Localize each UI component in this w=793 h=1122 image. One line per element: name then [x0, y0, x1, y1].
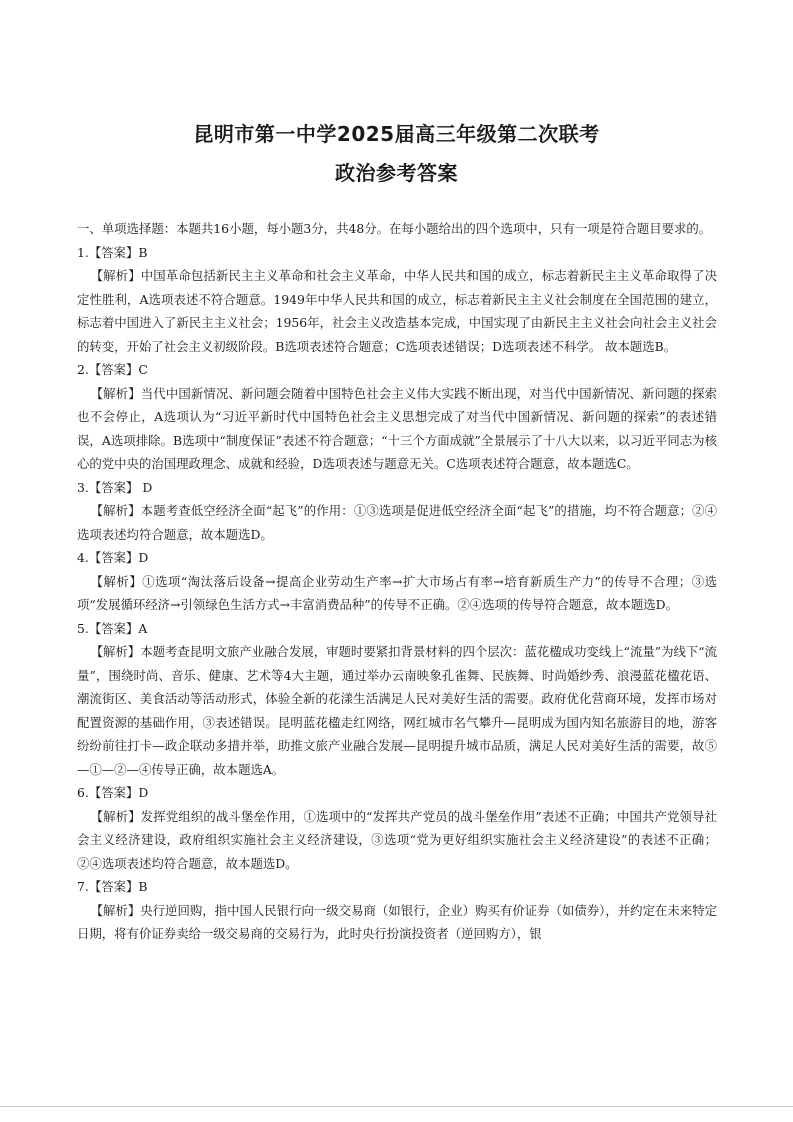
answer-line-2: 2.【答案】C: [77, 362, 148, 377]
answer-line-7: 7.【答案】B: [77, 879, 148, 894]
analysis-paragraph-3: 【解析】本题考查低空经济全面“起飞”的作用：①③选项是促进低空经济全面“起飞”的措施，均不符合题意；②④选项表述均符合题意，故本题选D。: [77, 503, 717, 542]
analysis-paragraph-4: 【解析】①选项“淘汰落后设备→提高企业劳动生产率→扩大市场占有率→培育新质生产力”的传导不合理；③选项“发展循环经济→引领绿色生活方式→丰富消费品种”的传导不正确。②④选项的传导符合题意，故本题选D。: [77, 573, 717, 612]
analysis-paragraph-1: 【解析】中国革命包括新民主主义革命和社会主义革命，中华人民共和国的成立，标志着新民主主义革命取得了决定性胜利，A选项表述不符合题意。1949年中华人民共和国的成立，标志着新民主主义社会制度在全国范围的建立，标志着中国进入了新民主主义社会；1956年，社会主义改造基本完成，中国实现了由新民主主义社会向社会主义社会的转变，开始了社会主义初级阶段。B选项表述符合题意；C选项表述错误；D选项表述不科学。 故本题选B。: [77, 268, 717, 354]
answer-line-5: 5.【答案】A: [77, 620, 148, 636]
answer-line-6: 6.【答案】D: [77, 785, 149, 800]
answer-line-1: 1.【答案】B: [77, 244, 148, 260]
analysis-paragraph-7: 【解析】央行逆回购，指中国人民银行向一级交易商（如银行，企业）购买有价证券（如债券），并约定在未来特定日期，将有价证券卖给一级交易商的交易行为，此时央行扮演投资者（逆回购方），银: [77, 902, 717, 941]
answer-line-4: 4.【答案】D: [77, 550, 149, 565]
document-title: 昆明市第一中学2025届高三年级第二次联考: [193, 122, 600, 146]
analysis-paragraph-2: 【解析】当代中国新情况、新问题会随着中国特色社会主义伟大实践不断出现，对当代中国新情况、新问题的探索也不会停止，A选项认为“习近平新时代中国特色社会主义思想完成了对当代中国新情况、新问题的探索”的表述错误，A选项排除。B选项中“制度保证”表述不符合题意；“十三个方面成就”全景展示了十八大以来，以习近平同志为核心的党中央的治国理政理念、成就和经验，D选项表述与题意无关。C选项表述符合题意，故本题选C。: [77, 385, 717, 471]
page-bottom-divider: [0, 1106, 793, 1107]
answer-content: [77, 217, 717, 946]
document-subtitle: 政治参考答案: [335, 161, 458, 185]
section-intro: 一、单项选择题：本题共16小题，每小题3分，共48分。在每小题给出的四个选项中，只有一项是符合题目要求的。: [77, 221, 712, 236]
analysis-paragraph-5: 【解析】本题考查昆明文旅产业融合发展，审题时要紧扣背景材料的四个层次：蓝花楹成功变线上“流量”为线下“流量”，围绕时尚、音乐、健康、艺术等4大主题，通过举办云南映象孔雀舞、民族舞、时尚婚纱秀、浪漫蓝花楹花语、潮流街区、美食活动等活动形式，体验全新的花漾生活满足人民对美好生活的需要。政府优化营商环境，发挥市场对配置资源的基础作用，③表述错误。昆明蓝花楹走红网络，网红城市名气攀升—昆明成为国内知名旅游目的地，游客纷纷前往打卡—政企联动多措并举，助推文旅产业融合发展—昆明提升城市品质，满足人民对美好生活的需要，故⑤—①—②—④传导正确，故本题选A。: [77, 644, 717, 777]
analysis-paragraph-6: 【解析】发挥党组织的战斗堡垒作用，①选项中的“发挥共产党员的战斗堡垒作用”表述不正确；中国共产党领导社会主义经济建设，政府组织实施社会主义经济建设，③选项“党为更好组织实施社会主义经济建设”的表述不正确；②④选项表述均符合题意，故本题选D。: [77, 808, 717, 871]
answer-line-3: 3.【答案】 D: [77, 479, 153, 495]
